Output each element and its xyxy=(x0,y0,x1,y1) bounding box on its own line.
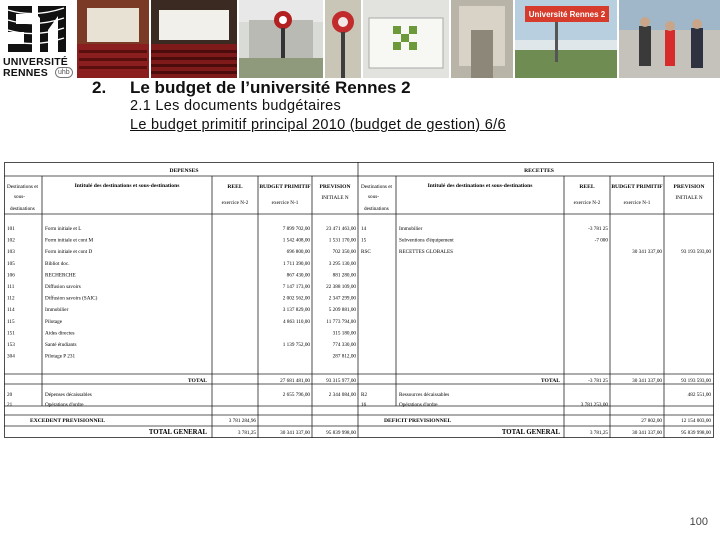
depenses-bp: 7 899 702,00 xyxy=(282,226,310,232)
dep-col-libelle: Intitulé des destinations et sous-destinations xyxy=(74,183,180,189)
photo-sculpture xyxy=(325,0,361,78)
rec-col-dest-2: sous- xyxy=(368,194,379,200)
photo-campus-sign xyxy=(515,0,617,78)
depenses-prev: 315 180,00 xyxy=(332,330,356,337)
recettes-lower-reel: 3 781 253,00 xyxy=(580,402,608,408)
dep-col-reel-sub: exercice N-2 xyxy=(221,200,249,206)
depenses-prev: 287 812,00 xyxy=(332,353,356,360)
depenses-label: Aides directes xyxy=(45,330,75,337)
photo-theater xyxy=(151,0,237,78)
photo-auditorium xyxy=(77,0,149,78)
rec-total-prev: 93 193 593,00 xyxy=(681,378,711,384)
budget-table xyxy=(4,162,714,438)
deficit-prev: 12 154 003,00 xyxy=(681,418,711,424)
depenses-prev: 774 330,00 xyxy=(332,342,356,348)
depenses-label: Immobilier xyxy=(45,307,69,314)
logo-badge: uhb xyxy=(55,67,73,78)
rec-grand-label: TOTAL GENERAL xyxy=(501,429,560,436)
slide-subheading-link: Le budget primitif principal 2010 (budget de gestion) 6/6 xyxy=(130,117,506,133)
rec-grand-reel: 3 781,25 xyxy=(589,430,608,436)
recettes-label: Subventions d'équipement xyxy=(399,237,454,244)
recettes-title: RECETTES xyxy=(524,168,554,174)
depenses-label: Form initiale et cont D xyxy=(45,249,93,256)
dep-col-dest-1: Destinations et xyxy=(7,184,38,190)
dep-col-dest-2: sous- xyxy=(14,194,25,200)
logo-text-universite: UNIVERSITÉ xyxy=(3,56,69,68)
logo-mark-icon xyxy=(4,4,70,54)
depenses-code: 304 xyxy=(7,353,15,360)
rec-col-reel: REEL xyxy=(579,184,595,190)
photo-green-wall xyxy=(363,0,449,78)
depenses-label: Pilotage xyxy=(45,318,63,325)
depenses-label: Bibliot doc. xyxy=(45,260,70,267)
page-number: 100 xyxy=(689,516,708,528)
rec-col-bp: BUDGET PRIMITIF xyxy=(611,184,663,190)
deficit-bp: 27 802,00 xyxy=(641,418,662,424)
depenses-lower-label: Opérations d'ordre xyxy=(45,402,84,408)
depenses-prev: 23 471 463,00 xyxy=(326,226,356,232)
depenses-label: Santé étudiants xyxy=(45,342,77,348)
section-number: 2. xyxy=(92,78,107,97)
rec-total-bp: 30 341 337,00 xyxy=(632,378,662,384)
recettes-lower-code: 16 xyxy=(361,402,367,408)
recettes-bp: 30 341 337,00 xyxy=(632,249,662,256)
recettes-reel: -3 781 25 xyxy=(588,226,608,232)
depenses-label: Form initiale et cont M xyxy=(45,237,94,244)
depenses-bp: 867 430,00 xyxy=(286,272,310,279)
depenses-bp: 696 800,00 xyxy=(286,249,310,256)
depenses-prev: 702 350,00 xyxy=(332,249,356,256)
photo-banner xyxy=(77,0,720,78)
rec-col-prev: PREVISION xyxy=(673,184,705,190)
rec-col-dest-1: Destinations et xyxy=(361,184,392,190)
recettes-label: RECETTES GLOBALES xyxy=(399,249,454,256)
deficit-label: DEFICIT PREVISIONNEL xyxy=(384,418,452,424)
rec-grand-prev: 95 839 998,00 xyxy=(681,430,711,436)
depenses-bp: 3 137 829,00 xyxy=(282,307,310,314)
depenses-prev: 5 209 881,00 xyxy=(328,307,356,314)
dep-col-bp: BUDGET PRIMITIF xyxy=(259,184,311,190)
slide-subtitle: 2.1 Les documents budgétaires xyxy=(130,98,342,114)
excedent-reel: 3 781 284,96 xyxy=(228,418,256,424)
depenses-prev: 1 531 170,00 xyxy=(328,237,356,244)
depenses-code: 101 xyxy=(7,226,15,232)
depenses-code: 153 xyxy=(7,342,15,348)
recettes-lower-label: Ressources décaissables xyxy=(399,392,450,398)
depenses-prev: 22 388 109,00 xyxy=(326,284,356,290)
rec-col-bp-sub: exercice N-1 xyxy=(623,200,651,206)
rec-col-prev-sub: INITIALE N xyxy=(675,195,703,201)
photo-campus-building xyxy=(239,0,323,78)
recettes-label: Immobilier xyxy=(399,226,423,232)
dep-grand-prev: 95 839 998,00 xyxy=(326,430,356,436)
recettes-lower-code: R2 xyxy=(361,392,368,398)
dep-col-bp-sub: exercice N-1 xyxy=(271,200,299,206)
depenses-bp: 1 139 752,00 xyxy=(282,342,310,348)
rec-col-reel-sub: exercice N-2 xyxy=(573,200,601,206)
depenses-prev: 2 347 299,00 xyxy=(328,295,356,302)
dep-grand-bp: 30 341 337,00 xyxy=(280,430,310,436)
university-logo xyxy=(0,0,76,80)
dep-total-bp: 27 681 481,00 xyxy=(280,378,310,384)
depenses-bp: 7 147 173,00 xyxy=(282,284,310,290)
depenses-prev: 881 280,00 xyxy=(332,272,356,279)
rec-col-dest-3: destinations xyxy=(364,206,389,212)
dep-col-prev-sub: INITIALE N xyxy=(321,195,349,201)
depenses-prev: 11 773 794,00 xyxy=(326,318,356,325)
depenses-code: 103 xyxy=(7,249,15,256)
depenses-code: 112 xyxy=(7,295,15,302)
dep-col-dest-3: destinations xyxy=(10,206,35,212)
dep-grand-label: TOTAL GENERAL xyxy=(148,429,207,436)
rec-total-label: TOTAL xyxy=(540,378,560,384)
photo-people xyxy=(619,0,720,78)
rec-col-libelle: Intitulé des destinations et sous-destinations xyxy=(427,183,533,189)
excedent-label: EXCEDENT PREVISIONNEL xyxy=(30,418,105,424)
depenses-code: 114 xyxy=(7,307,15,314)
depenses-code: 115 xyxy=(7,318,15,325)
recettes-prev: 93 193 593,00 xyxy=(681,249,711,256)
depenses-lower-prev: 2 344 084,00 xyxy=(328,392,356,398)
recettes-lower-prev: 482 551,00 xyxy=(687,392,711,398)
rec-grand-bp: 30 341 337,00 xyxy=(632,430,662,436)
recettes-code: 14 xyxy=(361,226,367,232)
recettes-reel: -7 000 xyxy=(594,237,608,244)
depenses-code: 111 xyxy=(7,284,15,290)
depenses-label: Diffusion savoirs (SAIC) xyxy=(45,295,98,302)
depenses-code: 105 xyxy=(7,260,15,267)
dep-col-prev: PREVISION xyxy=(319,184,351,190)
logo-text-rennes: RENNES xyxy=(3,67,48,79)
depenses-bp: 2 002 562,00 xyxy=(282,295,310,302)
recettes-lower-label: Opérations d'ordre xyxy=(399,402,438,408)
depenses-code: 102 xyxy=(7,237,15,244)
campus-sign-text: Université Rennes 2 xyxy=(528,10,606,19)
slide-title: Le budget de l’université Rennes 2 xyxy=(130,78,411,97)
recettes-code: RSC xyxy=(361,249,371,256)
depenses-bp: 1 542 408,00 xyxy=(282,237,310,244)
depenses-lower-code: 21 xyxy=(7,402,13,408)
dep-total-label: TOTAL xyxy=(187,378,207,384)
depenses-label: Form initiale et L xyxy=(45,226,82,232)
dep-total-prev: 93 315 977,00 xyxy=(326,378,356,384)
depenses-label: Diffusion savoirs xyxy=(45,284,81,290)
depenses-label: RECHERCHE xyxy=(45,272,76,279)
depenses-label: Pilotage P 231 xyxy=(45,353,76,360)
recettes-code: 15 xyxy=(361,237,367,244)
rec-total-reel: -3 781 25 xyxy=(588,378,608,384)
depenses-prev: 3 295 130,00 xyxy=(328,260,356,267)
depenses-code: 151 xyxy=(7,330,15,337)
depenses-code: 106 xyxy=(7,272,15,279)
depenses-lower-bp: 2 655 796,00 xyxy=(282,392,310,398)
dep-grand-reel: 3 781,25 xyxy=(237,430,256,436)
depenses-bp: 1 711 390,00 xyxy=(282,260,310,267)
depenses-bp: 4 863 110,00 xyxy=(282,318,310,325)
dep-col-reel: REEL xyxy=(227,184,243,190)
depenses-title: DEPENSES xyxy=(169,168,199,174)
depenses-lower-label: Dépenses décaissables xyxy=(45,392,92,398)
depenses-lower-code: 20 xyxy=(7,392,13,398)
photo-corridor xyxy=(451,0,513,78)
